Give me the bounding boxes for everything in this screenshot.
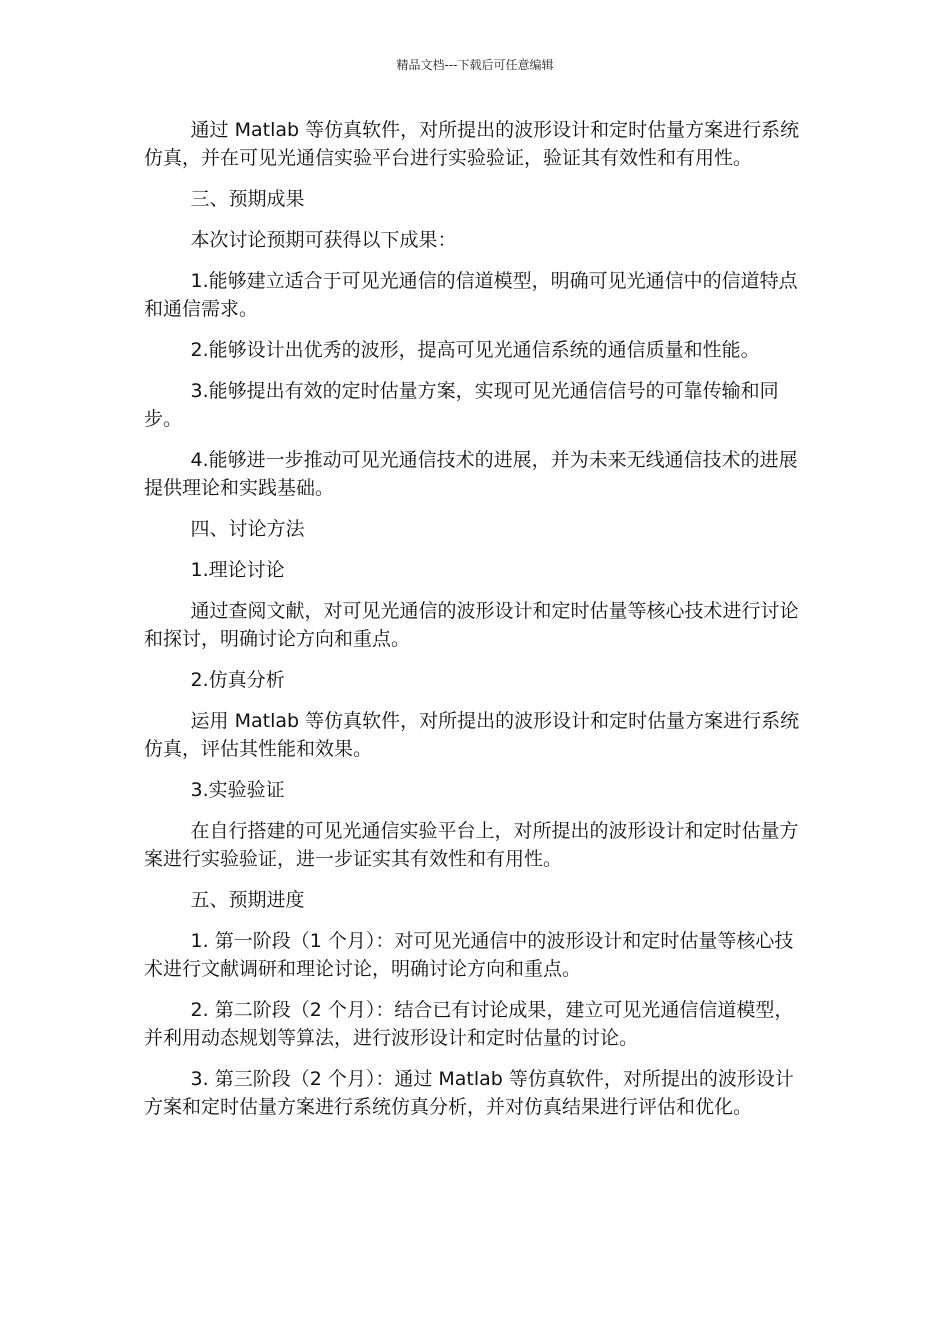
page-header: 精品文档---下载后可任意编辑 bbox=[396, 58, 554, 72]
subheading-experiment: 3.实验验证 bbox=[190, 779, 285, 801]
section-heading-expected-results: 三、预期成果 bbox=[190, 188, 305, 210]
subheading-theory: 1.理论讨论 bbox=[190, 559, 285, 581]
section-heading-methods: 四、讨论方法 bbox=[190, 518, 305, 540]
list-item-stage-3: 3. 第三阶段（2 个月）：通过 Matlab 等仿真软件，对所提出的波形设计方案和定时估量方案进行系统仿真分析，并对仿真结果进行评估和优化。 bbox=[144, 1068, 794, 1118]
document-body bbox=[144, 116, 808, 1134]
list-item-result-1: 1.能够建立适合于可见光通信的信道模型，明确可见光通信中的信道特点和通信需求。 bbox=[144, 270, 798, 320]
list-item-result-2: 2.能够设计出优秀的波形，提高可见光通信系统的通信质量和性能。 bbox=[190, 339, 760, 361]
paragraph-experiment: 在自行搭建的可见光通信实验平台上，对所提出的波形设计和定时估量方案进行实验验证，进一步证实其有效性和有用性。 bbox=[144, 820, 799, 870]
paragraph-theory: 通过查阅文献，对可见光通信的波形设计和定时估量等核心技术进行讨论和探讨，明确讨论方向和重点。 bbox=[144, 600, 799, 650]
paragraph-intro: 通过 Matlab 等仿真软件，对所提出的波形设计和定时估量方案进行系统仿真，并在可见光通信实验平台进行实验验证，验证其有效性和有用性。 bbox=[144, 119, 800, 169]
list-item-result-3: 3.能够提出有效的定时估量方案，实现可见光通信信号的可靠传输和同步。 bbox=[144, 380, 779, 430]
list-item-stage-1: 1. 第一阶段（1 个月）：对可见光通信中的波形设计和定时估量等核心技术进行文献调研和理论讨论，明确讨论方向和重点。 bbox=[144, 930, 794, 980]
section-heading-schedule: 五、预期进度 bbox=[190, 889, 305, 911]
subheading-simulation: 2.仿真分析 bbox=[190, 669, 285, 691]
paragraph-simulation: 运用 Matlab 等仿真软件，对所提出的波形设计和定时估量方案进行系统仿真，评估其性能和效果。 bbox=[144, 710, 800, 760]
paragraph-results-lead: 本次讨论预期可获得以下成果： bbox=[190, 229, 457, 251]
list-item-result-4: 4.能够进一步推动可见光通信技术的进展，并为未来无线通信技术的进展提供理论和实践基础。 bbox=[144, 449, 798, 499]
list-item-stage-2: 2. 第二阶段（2 个月）：结合已有讨论成果，建立可见光通信信道模型，并利用动态规划等算法，进行波形设计和定时估量的讨论。 bbox=[144, 999, 794, 1049]
